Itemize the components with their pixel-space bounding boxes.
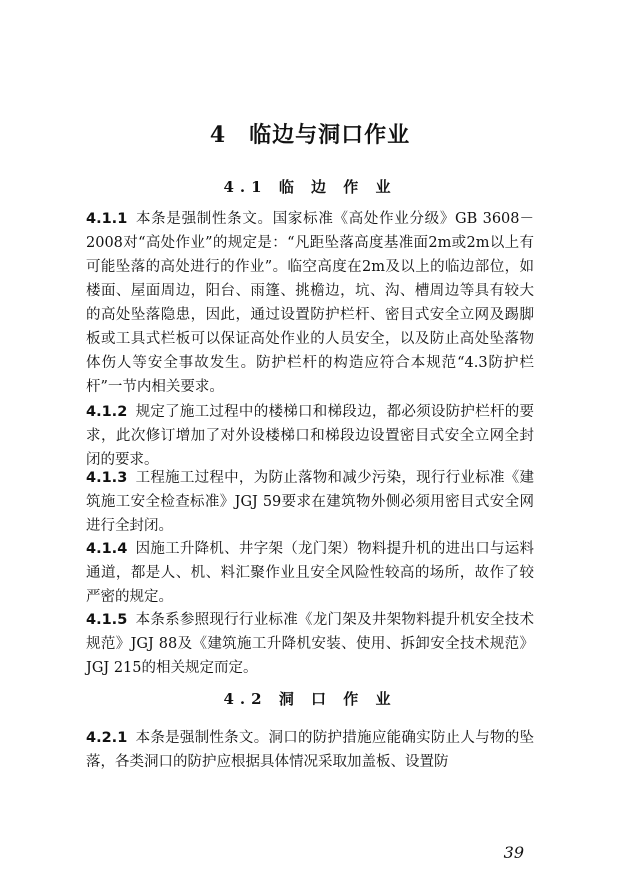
clause-text: 本条是强制性条文。洞口的防护措施应能确实防止人与物的坠落，各类洞口的防护应根据具体情况采取加盖板、设置防 <box>86 730 534 770</box>
clause-4-1-4 <box>86 537 534 609</box>
clause-text: 因施工升降机、井字架（龙门架）物料提升机的进出口与运料通道，都是人、机、料汇聚作业且安全风险性较高的场所，故作了较严密的规定。 <box>86 541 534 605</box>
clause-text: 规定了施工过程中的楼梯口和梯段边，都必须设防护栏杆的要求，此次修订增加了对外设楼梯口和梯段边设置密目式安全立网全封闭的要求。 <box>86 404 534 468</box>
clause-4-1-1 <box>86 207 534 399</box>
page-number: 39 <box>503 843 524 862</box>
section-title-4-2: 4.2 洞 口 作 业 <box>223 690 397 708</box>
clause-number: 4.1.3 <box>86 470 128 486</box>
clause-number: 4.1.4 <box>86 541 128 557</box>
clause-number: 4.1.5 <box>86 612 128 628</box>
chapter-title: 4 临边与洞口作业 <box>209 122 411 148</box>
clause-number: 4.1.1 <box>86 211 128 227</box>
clause-text: 本条系参照现行行业标准《龙门架及井架物料提升机安全技术规范》JGJ 88及《建筑施工升降机安装、使用、拆卸安全技术规范》JGJ 215的相关规定而定。 <box>86 612 534 676</box>
clause-text: 工程施工过程中，为防止落物和减少污染，现行行业标准《建筑施工安全检查标准》JGJ 59要求在建筑物外侧必须用密目式安全网进行全封闭。 <box>86 470 534 534</box>
clause-4-1-3 <box>86 466 534 538</box>
clause-4-1-5 <box>86 608 534 680</box>
clause-4-2-1 <box>86 726 534 774</box>
clause-number: 4.2.1 <box>86 730 128 746</box>
section-title-4-1: 4.1 临 边 作 业 <box>223 178 397 196</box>
clause-4-1-2 <box>86 400 534 472</box>
clause-text: 本条是强制性条文。国家标准《高处作业分级》GB 3608－2008对“高处作业”的规定是：“凡距坠落高度基准面2m或2m以上有可能坠落的高处进行的作业”。临空高度在2m及以上的临边部位，如楼面、屋面周边，阳台、雨篷、挑檐边，坑、沟、槽周边等具有较大的高处坠落隐患，因此，通过设置防护栏杆、密目式安全立网及踢脚板或工具式栏板可以保证高处作业的人员安全，以及防止高处坠落物体伤人等安全事故发生。防护栏杆的构造应符合本规范“4.3防护栏杆”一节内相关要求。 <box>86 211 534 395</box>
clause-number: 4.1.2 <box>86 404 128 420</box>
